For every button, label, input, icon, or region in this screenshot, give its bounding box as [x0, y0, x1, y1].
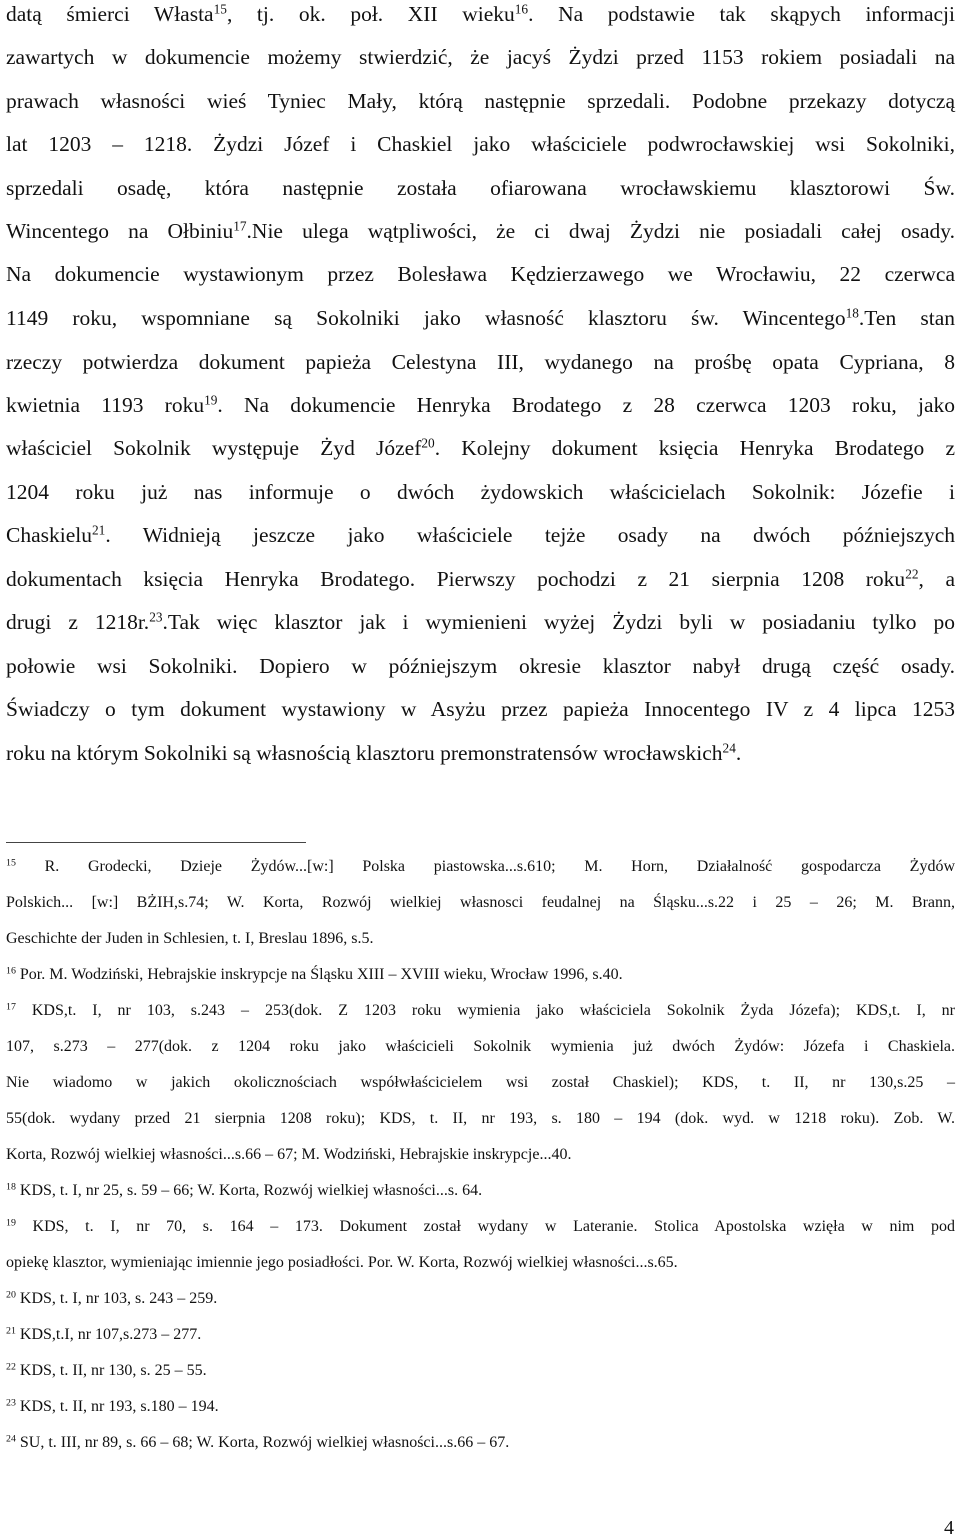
text-run: 1204 roku już nas informuje o dwóch żydowskich właścicielach Sokolnik: Józefie i — [6, 480, 955, 504]
text-run: datą śmierci Własta — [6, 2, 214, 26]
text-run: sprzedali osadę, która następnie została ofiarowana wrocławskiemu klasztorowi Św. — [6, 176, 955, 200]
text-run: roku na którym Sokolniki są własnością klasztoru premonstratensów wrocławskich — [6, 741, 723, 765]
text-run: 55(dok. wydany przed 21 sierpnia 1208 roku); KDS, t. II, nr 193, s. 180 – 194 (dok. wyd. w 1218 roku). Zob. W. — [6, 1110, 955, 1127]
footnote-marker: 19 — [204, 392, 218, 408]
text-run: KDS, t. II, nr 193, s.180 – 194. — [15, 1398, 219, 1415]
text-run: Chaskielu — [6, 523, 92, 547]
footnote-marker: 21 — [6, 1325, 16, 1337]
text-run: połowie wsi Sokolniki. Dopiero w późniejszym okresie klasztor nabył drugą część osady. — [6, 654, 955, 678]
body-text-line — [6, 175, 955, 201]
body-text-line — [6, 1, 955, 27]
text-run: SU, t. III, nr 89, s. 66 – 68; W. Korta, Rozwój wielkiej własności...s.66 – 67. — [15, 1434, 510, 1451]
footnote-line — [6, 1253, 955, 1273]
body-text-line — [6, 435, 955, 461]
footnote-line — [6, 1109, 955, 1129]
footnote-marker: 18 — [6, 1181, 16, 1193]
text-run: prawach własności wieś Tyniec Mały, którą następnie sprzedali. Podobne przekazy dotyczą — [6, 89, 955, 113]
footnote-line — [6, 1361, 955, 1381]
footnote-marker: 15 — [213, 1, 227, 17]
text-run: , a — [918, 567, 955, 591]
body-text-line — [6, 131, 955, 157]
footnote-line — [6, 1397, 955, 1417]
text-run: Świadczy o tym dokument wystawiony w Asyżu przez papieża Innocentego IV z 4 lipca 1253 — [6, 697, 955, 721]
body-text-line — [6, 261, 955, 287]
footnote-line — [6, 929, 955, 949]
text-run: Por. M. Wodziński, Hebrajskie inskrypcje na Śląsku XIII – XVIII wieku, Wrocław 1996, s.40. — [15, 966, 623, 983]
footnote-marker: 17 — [233, 218, 247, 234]
text-run: . Widnieją jeszcze jako właściciele tejże osady na dwóch późniejszych — [105, 523, 955, 547]
footnote-line — [6, 1145, 955, 1165]
footnote-line — [6, 857, 955, 877]
text-run: drugi z 1218r. — [6, 610, 150, 634]
body-text-line — [6, 44, 955, 70]
text-run: Na dokumencie wystawionym przez Bolesława Kędzierzawego we Wrocławiu, 22 czerwca — [6, 262, 955, 286]
text-run: właściciel Sokolnik występuje Żyd Józef — [6, 436, 422, 460]
body-text-line — [6, 479, 955, 505]
footnote-line — [6, 1037, 955, 1057]
text-run: KDS, t. I, nr 103, s. 243 – 259. — [15, 1290, 218, 1307]
body-text-line — [6, 349, 955, 375]
body-text-line — [6, 696, 955, 722]
body-text-line — [6, 522, 955, 548]
text-run: 107, s.273 – 277(dok. z 1204 roku jako właścicieli Sokolnik wymienia już dwóch Żydów: Józefa i Chaskiela. — [6, 1038, 955, 1055]
body-text-line — [6, 88, 955, 114]
footnote-marker: 19 — [6, 1217, 16, 1229]
text-run: KDS, t. II, nr 130, s. 25 – 55. — [15, 1362, 207, 1379]
body-text-line — [6, 740, 955, 766]
text-run: opiekę klasztor, wymieniając imiennie jego posiadłości. Por. W. Korta, Rozwój wielkiej własności...s.65. — [6, 1254, 678, 1271]
text-run: dokumentach księcia Henryka Brodatego. Pierwszy pochodzi z 21 sierpnia 1208 roku — [6, 567, 906, 591]
footnote-line — [6, 965, 955, 985]
footnote-marker: 23 — [149, 609, 163, 625]
text-run: Geschichte der Juden in Schlesien, t. I, Breslau 1896, s.5. — [6, 930, 374, 947]
text-run: .Ten stan — [858, 306, 955, 330]
text-run: .Tak więc klasztor jak i wymienieni wyżej Żydzi byli w posiadaniu tylko po — [162, 610, 955, 634]
text-run: KDS, t. I, nr 25, s. 59 – 66; W. Korta, Rozwój wielkiej własności...s. 64. — [15, 1182, 483, 1199]
body-text-line — [6, 566, 955, 592]
footnote-marker: 17 — [6, 1001, 16, 1013]
text-run: Polskich... [w:] BŻIH,s.74; W. Korta, Rozwój wielkiej własnosci feudalnej na Śląsku...s.22 i 25 – 26; M. Brann, — [6, 894, 955, 911]
body-text-line — [6, 218, 955, 244]
body-text-line — [6, 392, 955, 418]
footnote-marker: 24 — [722, 740, 736, 756]
footnote-marker: 21 — [92, 522, 106, 538]
footnote-line — [6, 1433, 955, 1453]
footnote-marker: 22 — [905, 566, 919, 582]
page-number: 4 — [944, 1517, 954, 1539]
body-text-line — [6, 305, 955, 331]
text-run: . Kolejny dokument księcia Henryka Brodatego z — [434, 436, 955, 460]
footnote-line — [6, 893, 955, 913]
text-run: Korta, Rozwój wielkiej własności...s.66 – 67; M. Wodziński, Hebrajskie inskrypcje...40. — [6, 1146, 572, 1163]
footnote-line — [6, 1001, 955, 1021]
text-run: KDS, t. I, nr 70, s. 164 – 173. Dokument został wydany w Lateranie. Stolica Apostolska wzięła w nim pod — [15, 1218, 955, 1235]
text-run: Wincentego na Ołbiniu — [6, 219, 234, 243]
text-run: . — [735, 741, 742, 765]
footnote-line — [6, 1325, 955, 1345]
text-run: Nie wiadomo w jakich okolicznościach współwłaścicielem wsi został Chaskiel); KDS, t. II, nr 130,s.25 – — [6, 1074, 955, 1091]
text-run: lat 1203 – 1218. Żydzi Józef i Chaskiel jako właściciele podwrocławskiej wsi Sokolniki, — [6, 132, 955, 156]
footnote-marker: 16 — [514, 1, 529, 17]
footnote-marker: 22 — [6, 1361, 16, 1373]
text-run: .Nie ulega wątpliwości, że ci dwaj Żydzi nie posiadali całej osady. — [246, 219, 955, 243]
text-run: zawartych w dokumencie możemy stwierdzić, że jacyś Żydzi przed 1153 rokiem posiadali na — [6, 45, 955, 69]
body-text-line — [6, 653, 955, 679]
footnote-marker: 20 — [6, 1289, 16, 1301]
footnote-line — [6, 1217, 955, 1237]
text-run: kwietnia 1193 roku — [6, 393, 205, 417]
text-run: R. Grodecki, Dzieje Żydów...[w:] Polska piastowska...s.610; M. Horn, Działalność gospodarcza Żydów — [15, 858, 955, 875]
text-run: 1149 roku, wspomniane są Sokolniki jako własność klasztoru św. Wincentego — [6, 306, 846, 330]
footnote-marker: 24 — [6, 1433, 16, 1445]
footnote-marker: 20 — [421, 435, 435, 451]
body-text-line — [6, 609, 955, 635]
footnote-marker: 15 — [6, 857, 16, 869]
text-run: KDS,t. I, nr 103, s.243 – 253(dok. Z 1203 roku wymienia jako właściciela Sokolnik Żyda Józefa); KDS,t. I, nr — [15, 1002, 955, 1019]
footnote-line — [6, 1289, 955, 1309]
footnote-marker: 18 — [845, 305, 859, 321]
text-run: , tj. ok. poł. XII wieku — [226, 2, 515, 26]
footnote-line — [6, 1073, 955, 1093]
footnote-line — [6, 1181, 955, 1201]
text-run: KDS,t.I, nr 107,s.273 – 277. — [15, 1326, 202, 1343]
footnote-marker: 23 — [6, 1397, 16, 1409]
text-run: . Na dokumencie Henryka Brodatego z 28 czerwca 1203 roku, jako — [217, 393, 955, 417]
footnote-separator — [6, 842, 306, 843]
text-run: rzeczy potwierdza dokument papieża Celestyna III, wydanego na prośbę opata Cypriana, 8 — [6, 350, 955, 374]
text-run: . Na podstawie tak skąpych informacji — [528, 2, 955, 26]
footnote-marker: 16 — [6, 965, 16, 977]
